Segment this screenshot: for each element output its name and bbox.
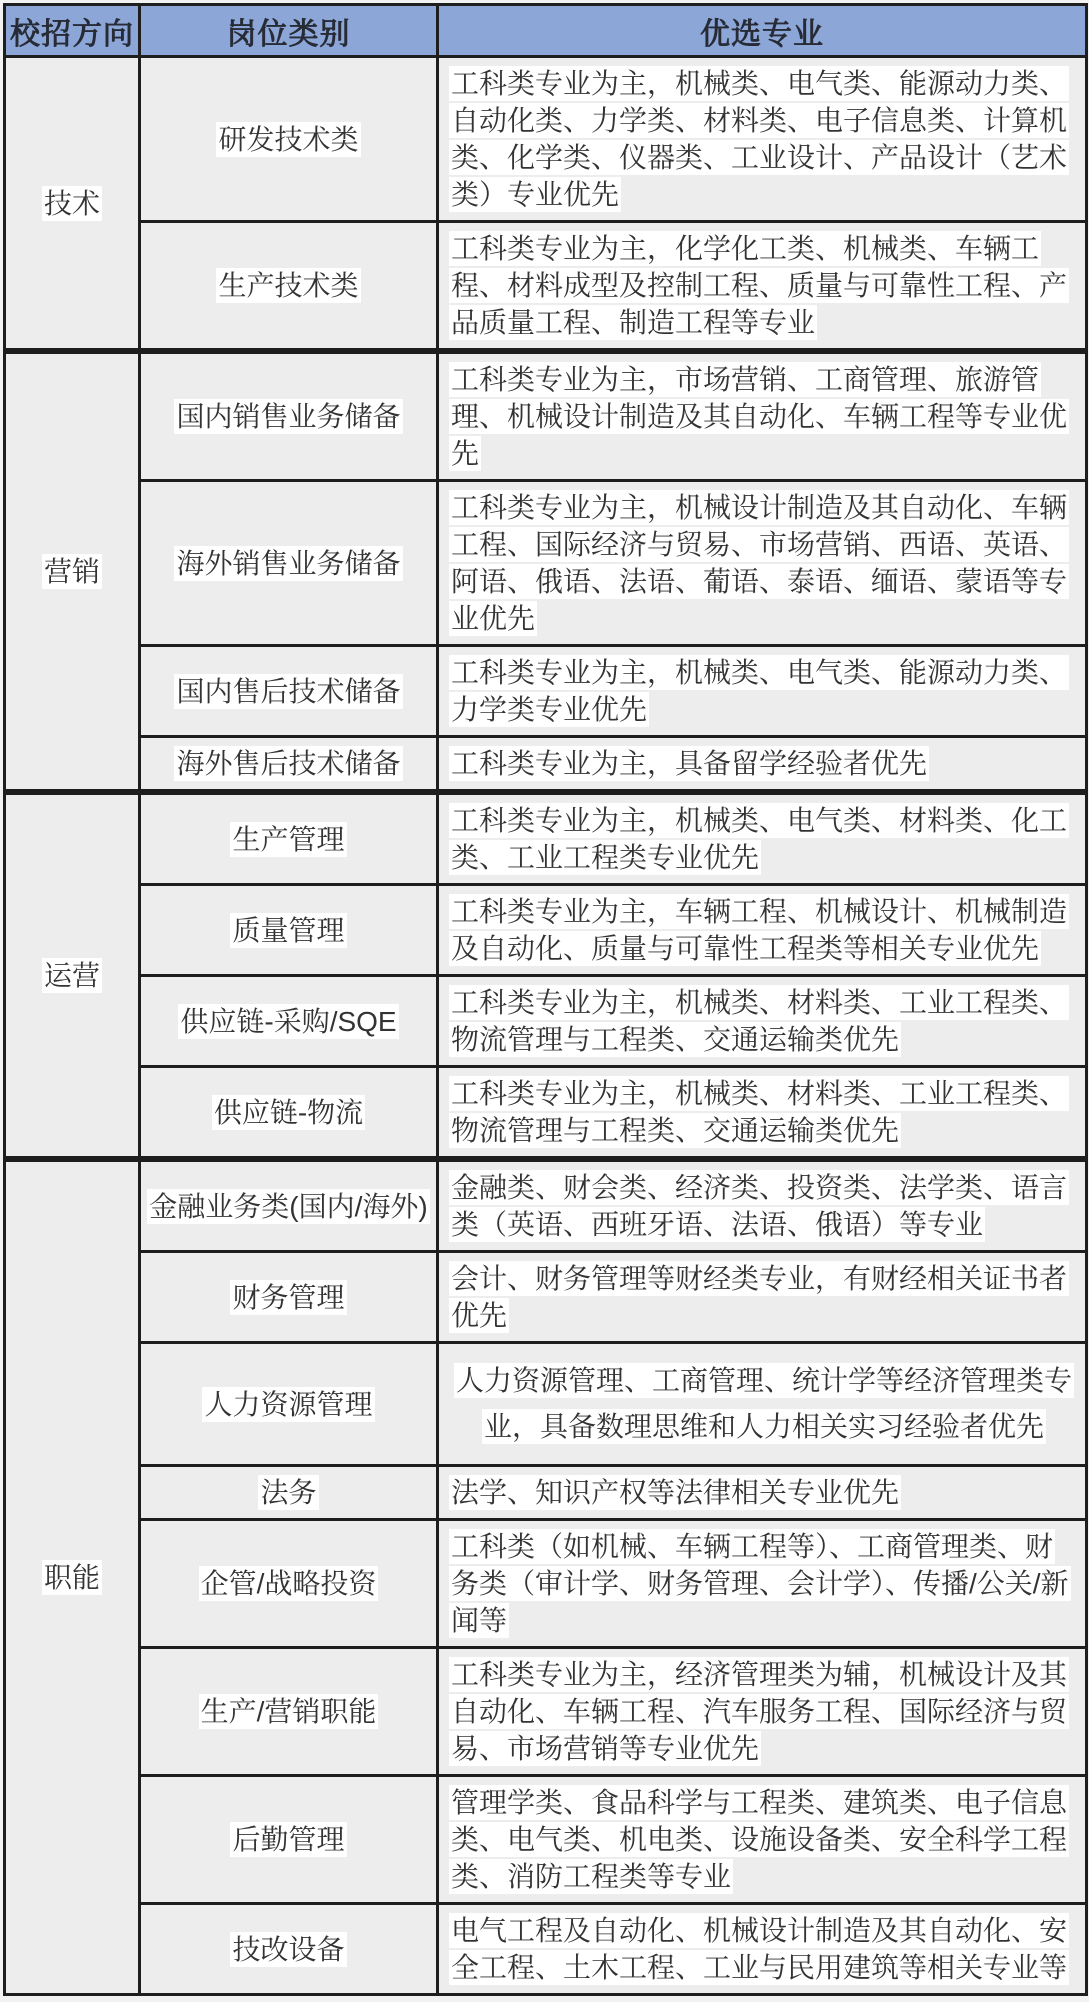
majors-text: 工科类专业为主，机械类、材料类、工业工程类、物流管理与工程类、交通运输类优先 [451,1078,1068,1146]
category-label: 后勤管理 [232,1824,345,1855]
category-cell [140,737,438,793]
category-cell [140,1159,438,1252]
header-cell-direction: 校招方向 [5,5,140,57]
category-cell [140,1466,438,1520]
category-cell [140,976,438,1067]
majors-cell [438,1466,1087,1520]
majors-text: 工科类专业为主，经济管理类为辅，机械设计及其自动化、车辆工程、汽车服务工程、国际经济与贸易、市场营销等专业优先 [451,1659,1068,1764]
header-row [5,5,1087,57]
direction-cell [5,1159,140,1995]
majors-cell [438,1252,1087,1343]
majors-text: 工科类专业为主，机械类、电气类、能源动力类、自动化类、力学类、材料类、电子信息类、计算机类、化学类、仪器类、工业设计、产品设计（艺术类）专业优先 [451,68,1068,210]
majors-text: 会计、财务管理等财经类专业，有财经相关证书者优先 [451,1263,1068,1331]
category-label: 生产管理 [232,823,345,855]
majors-text: 工科类专业为主，车辆工程、机械设计、机械制造及自动化、质量与可靠性工程类等相关专业优先 [451,896,1068,964]
majors-text: 电气工程及自动化、机械设计制造及其自动化、安全工程、土木工程、工业与民用建筑等相关专业等 [451,1915,1068,1983]
recruitment-table [3,3,1088,1996]
category-cell [140,1252,438,1343]
majors-cell [438,792,1087,885]
category-label: 国内售后技术储备 [176,675,401,707]
majors-cell [438,222,1087,352]
table-row [5,792,1087,885]
table-row [5,351,1087,481]
table-row [5,1343,1087,1466]
majors-cell [438,646,1087,737]
majors-cell [438,1648,1087,1776]
category-cell [140,222,438,352]
category-cell [140,646,438,737]
table-row [5,222,1087,352]
table-row [5,737,1087,793]
table-row [5,1648,1087,1776]
majors-text: 管理学类、食品科学与工程类、建筑类、电子信息类、电气类、机电类、设施设备类、安全科学工程类、消防工程类等专业 [451,1787,1068,1892]
table-row [5,976,1087,1067]
category-label: 财务管理 [232,1281,345,1313]
majors-cell [438,1067,1087,1160]
majors-text: 工科类专业为主，机械设计制造及其自动化、车辆工程、国际经济与贸易、市场营销、西语、英语、阿语、俄语、法语、葡语、泰语、缅语、蒙语等专业优先 [451,492,1068,634]
table-body [5,57,1087,1995]
category-cell [140,57,438,222]
table-row [5,1904,1087,1995]
category-label: 人力资源管理 [204,1388,373,1420]
majors-text: 工科类专业为主，机械类、电气类、能源动力类、力学类专业优先 [451,657,1068,725]
majors-cell [438,57,1087,222]
category-label: 海外售后技术储备 [176,748,401,779]
majors-cell [438,351,1087,481]
majors-cell [438,1520,1087,1648]
category-label: 法务 [260,1477,317,1508]
direction-label: 营销 [43,556,100,587]
category-cell [140,885,438,976]
majors-text: 工科类专业为主，具备留学经验者优先 [451,748,928,779]
category-cell [140,481,438,646]
direction-cell [5,351,140,792]
direction-label: 运营 [43,960,100,991]
category-cell [140,1520,438,1648]
direction-label: 职能 [43,1562,100,1593]
category-label: 生产/营销职能 [200,1696,377,1727]
table-row [5,885,1087,976]
table-row [5,646,1087,737]
category-cell [140,1343,438,1466]
table-row [5,57,1087,222]
majors-text: 工科类（如机械、车辆工程等）、工商管理类、财务类（审计学、财务管理、会计学）、传播/公关/新闻等 [451,1531,1069,1636]
direction-label: 技术 [43,187,100,219]
category-label: 研发技术类 [218,123,359,155]
majors-cell [438,1159,1087,1252]
table-header [5,5,1087,57]
header-cell-category: 岗位类别 [140,5,438,57]
majors-text: 工科类专业为主，机械类、材料类、工业工程类、物流管理与工程类、交通运输类优先 [451,987,1068,1055]
direction-cell [5,792,140,1159]
majors-text: 人力资源管理、工商管理、统计学等经济管理类专业，具备数理思维和人力相关实习经验者优先 [455,1365,1072,1442]
category-label: 金融业务类(国内/海外) [149,1190,428,1222]
majors-cell [438,481,1087,646]
category-cell [140,792,438,885]
category-cell [140,1776,438,1904]
table-row [5,1776,1087,1904]
table-row [5,1520,1087,1648]
category-label: 供应链-物流 [213,1096,364,1128]
category-label: 技改设备 [232,1933,345,1965]
category-cell [140,351,438,481]
table-row [5,1252,1087,1343]
category-label: 海外销售业务储备 [176,547,401,579]
majors-text: 法学、知识产权等法律相关专业优先 [451,1477,900,1508]
category-label: 质量管理 [232,914,345,946]
category-label: 生产技术类 [218,270,359,301]
category-cell [140,1904,438,1995]
majors-text: 工科类专业为主，市场营销、工商管理、旅游管理、机械设计制造及其自动化、车辆工程等专业优先 [451,364,1068,469]
category-label: 企管/战略投资 [200,1568,377,1599]
category-label: 国内销售业务储备 [176,401,401,432]
majors-text: 工科类专业为主，机械类、电气类、材料类、化工类、工业工程类专业优先 [451,805,1068,873]
majors-cell [438,737,1087,793]
majors-text: 金融类、财会类、经济类、投资类、法学类、语言类（英语、西班牙语、法语、俄语）等专业 [451,1172,1068,1240]
category-cell [140,1067,438,1160]
majors-cell [438,1343,1087,1466]
category-cell [140,1648,438,1776]
category-label: 供应链-采购/SQE [180,1005,397,1037]
header-cell-majors: 优选专业 [438,5,1087,57]
direction-cell [5,57,140,352]
table-row [5,481,1087,646]
majors-cell [438,1776,1087,1904]
table-row [5,1466,1087,1520]
majors-cell [438,885,1087,976]
majors-text: 工科类专业为主，化学化工类、机械类、车辆工程、材料成型及控制工程、质量与可靠性工程、产品质量工程、制造工程等专业 [451,233,1068,338]
majors-cell [438,976,1087,1067]
table-row [5,1159,1087,1252]
table-row [5,1067,1087,1160]
majors-cell [438,1904,1087,1995]
